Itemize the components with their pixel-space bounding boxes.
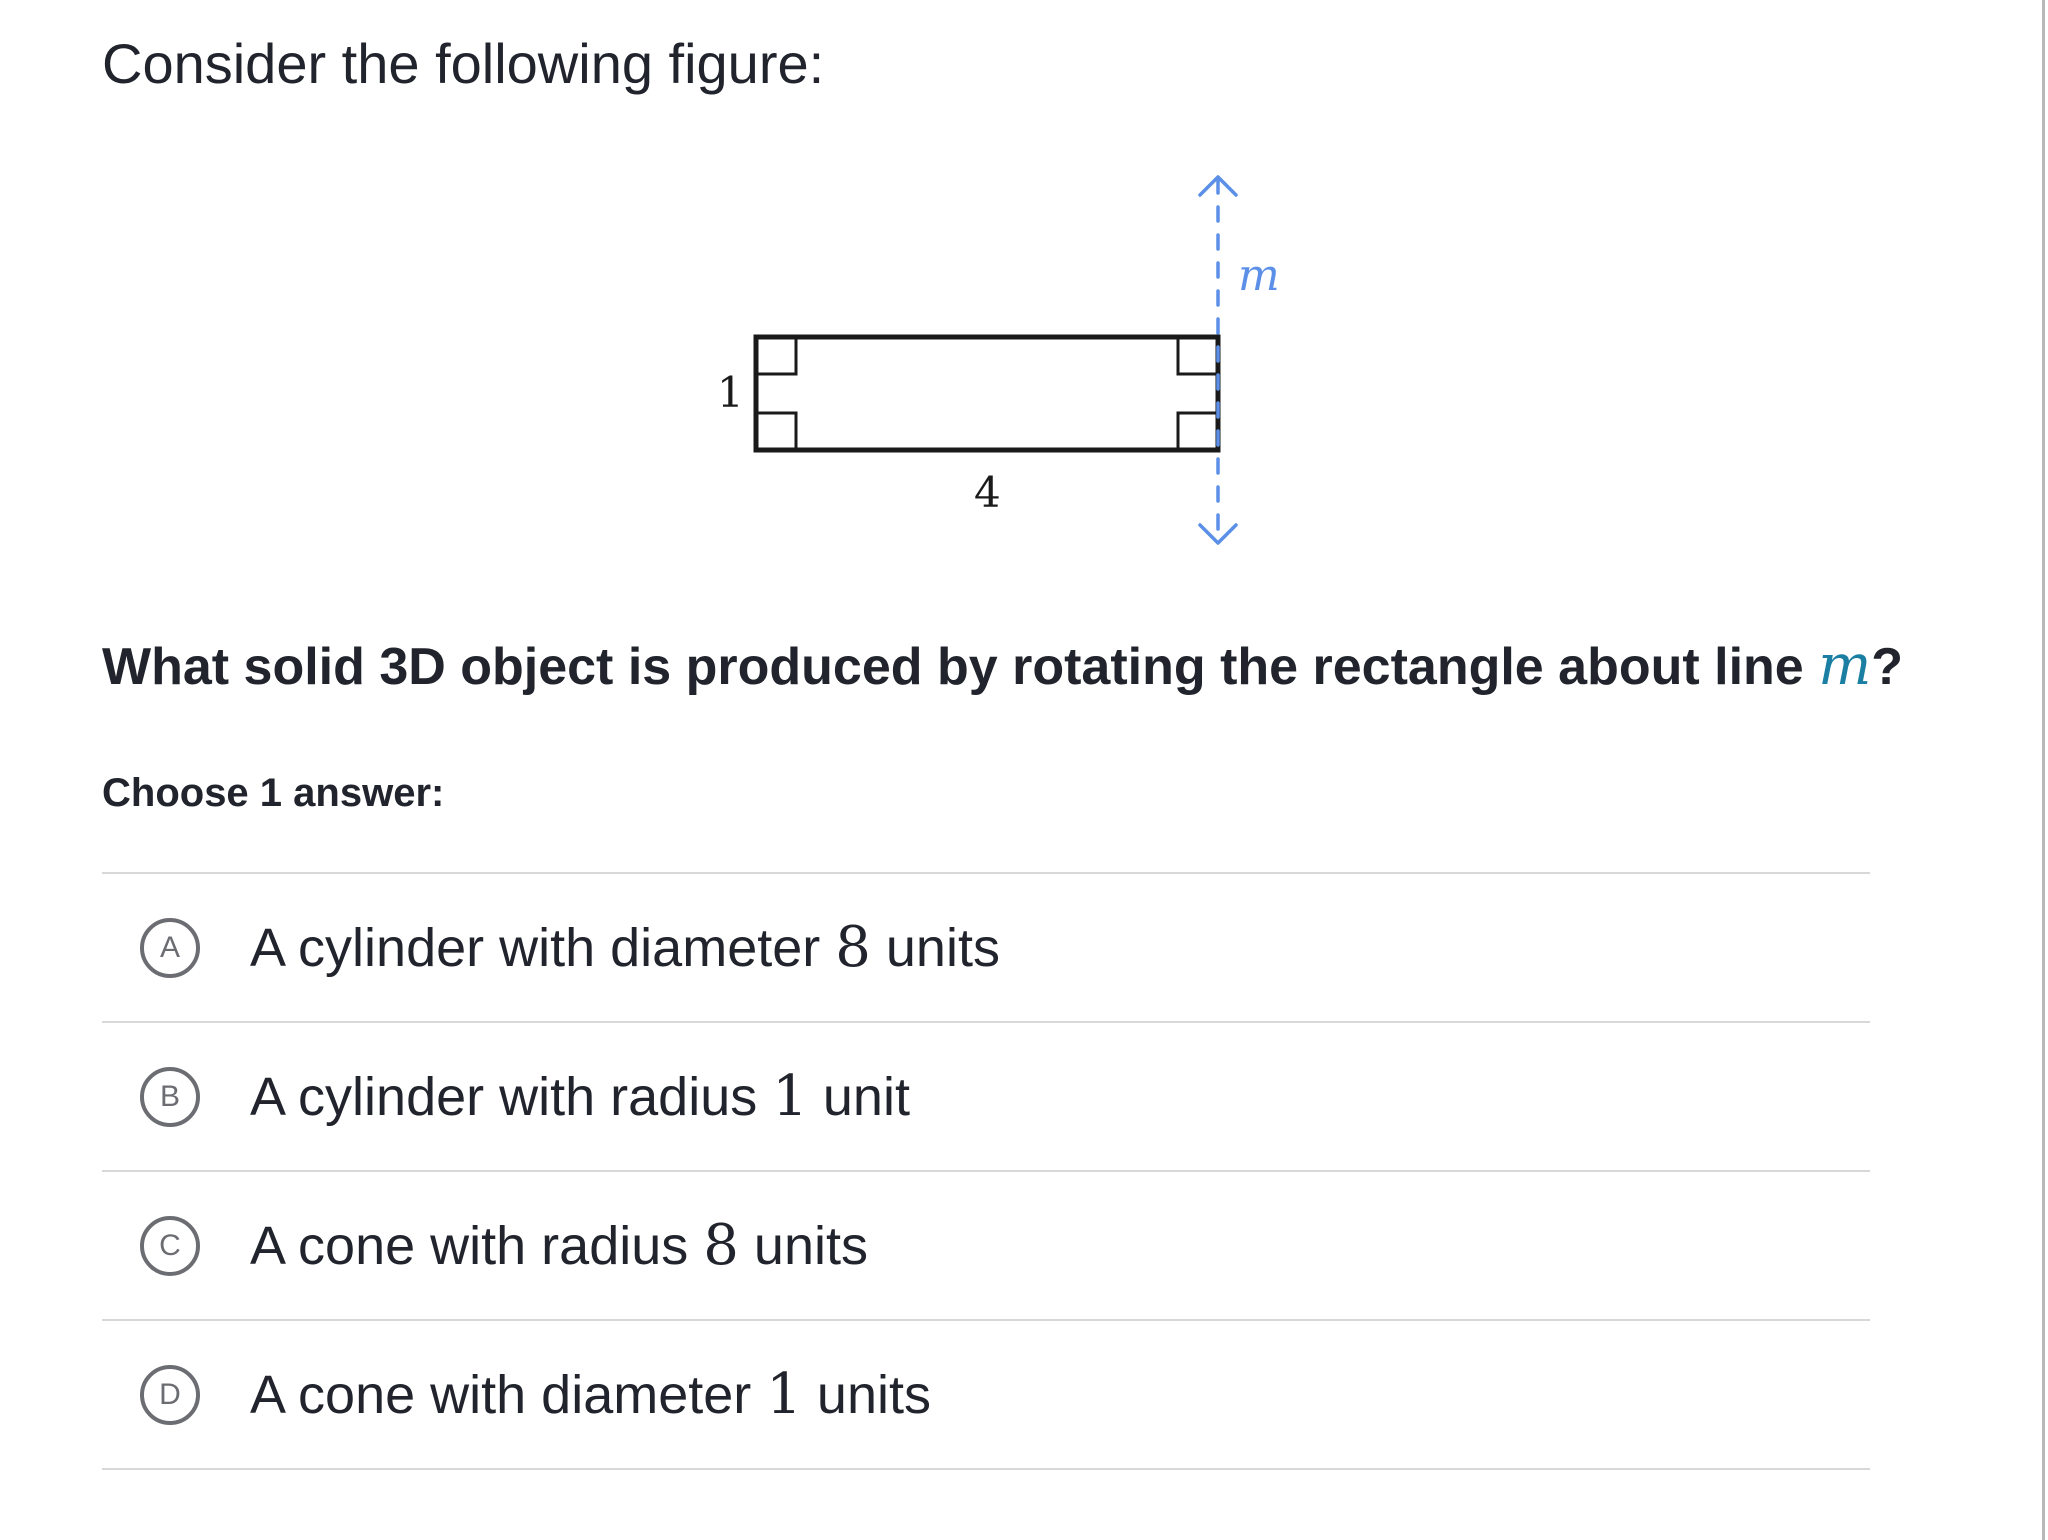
question-text-before: What solid 3D object is produced by rotating the rectangle about line: [102, 638, 1819, 696]
rectangle: [756, 337, 1218, 450]
answer-text-d: A cone with diameter 1 units: [250, 1362, 931, 1427]
line-m: [1200, 177, 1236, 543]
answer-text-c: A cone with radius 8 units: [250, 1213, 868, 1278]
answer-letter-d[interactable]: D: [140, 1365, 200, 1425]
answer-option-b[interactable]: [102, 1023, 1870, 1172]
intro-text: Consider the following figure:: [102, 32, 825, 95]
right-angle-marker-top-right: [1178, 337, 1218, 374]
line-m-label: m: [1238, 250, 1280, 301]
bottom-length-label: 4: [974, 468, 1001, 517]
side-length-label: 1: [717, 368, 744, 417]
answer-option-c[interactable]: [102, 1172, 1870, 1321]
answer-text-b: A cylinder with radius 1 unit: [250, 1064, 910, 1129]
question-text-after: ?: [1871, 638, 1904, 696]
question-text: [102, 628, 1903, 705]
right-border: [2042, 0, 2045, 1540]
question-variable: m: [1818, 633, 1872, 698]
answer-letter-a[interactable]: A: [140, 918, 200, 978]
answer-option-a[interactable]: [102, 874, 1870, 1023]
right-angle-marker-bottom-right: [1178, 413, 1218, 450]
answer-letter-b[interactable]: B: [140, 1067, 200, 1127]
answer-text-a: A cylinder with diameter 8 units: [250, 915, 1000, 980]
choose-label: Choose 1 answer:: [102, 771, 445, 815]
answer-list: [102, 872, 1870, 1470]
answer-option-d[interactable]: [102, 1321, 1870, 1470]
right-angle-marker-top-left: [756, 337, 796, 374]
answer-letter-c[interactable]: C: [140, 1216, 200, 1276]
right-angle-marker-bottom-left: [756, 413, 796, 450]
rectangle-figure: [690, 155, 1340, 575]
